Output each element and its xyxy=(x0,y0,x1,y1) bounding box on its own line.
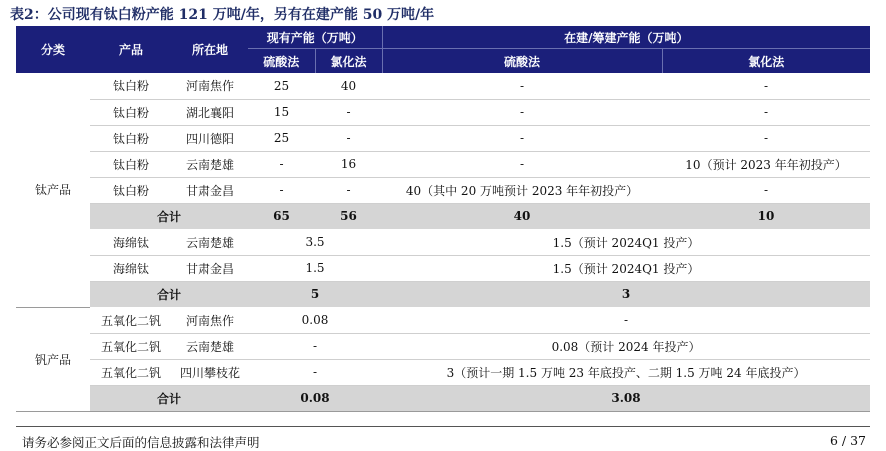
category-titanium: 钛产品 xyxy=(16,73,90,307)
cell-location: 四川德阳 xyxy=(172,125,248,151)
cell-construction-sulfuric: 40（其中 20 万吨预计 2023 年年初投产） xyxy=(382,177,662,203)
subtotal-construction: 3 xyxy=(382,281,870,307)
subtotal-construction-chloride: 10 xyxy=(662,203,870,229)
header-existing-chloride: 氯化法 xyxy=(315,49,382,74)
cell-product: 海绵钛 xyxy=(90,229,172,255)
cell-construction-chloride: - xyxy=(662,99,870,125)
subtotal-existing: 0.08 xyxy=(248,385,382,411)
cell-existing-sulfuric: 15 xyxy=(248,99,315,125)
table-row xyxy=(16,177,870,203)
cell-location: 湖北襄阳 xyxy=(172,99,248,125)
cell-existing-chloride: 40 xyxy=(315,73,382,99)
cell-location: 河南焦作 xyxy=(172,307,248,333)
header-construction-sulfuric: 硫酸法 xyxy=(382,49,662,74)
cell-construction: 1.5（预计 2024Q1 投产） xyxy=(382,255,870,281)
cell-construction: 1.5（预计 2024Q1 投产） xyxy=(382,229,870,255)
header-construction-chloride: 氯化法 xyxy=(662,49,870,74)
cell-location: 云南楚雄 xyxy=(172,229,248,255)
page-footer xyxy=(16,426,870,450)
cell-location: 甘肃金昌 xyxy=(172,177,248,203)
table-row xyxy=(16,151,870,177)
table-row xyxy=(16,99,870,125)
cell-location: 云南楚雄 xyxy=(172,151,248,177)
cell-product: 五氧化二钒 xyxy=(90,307,172,333)
header-location: 所在地 xyxy=(172,26,248,73)
cell-construction-sulfuric: - xyxy=(382,151,662,177)
header-category: 分类 xyxy=(16,26,90,73)
cell-location: 四川攀枝花 xyxy=(172,359,248,385)
cell-location: 河南焦作 xyxy=(172,73,248,99)
cell-existing: - xyxy=(248,359,382,385)
cell-existing-chloride: - xyxy=(315,177,382,203)
header-product: 产品 xyxy=(90,26,172,73)
table-row xyxy=(16,359,870,385)
cell-existing: 1.5 xyxy=(248,255,382,281)
page-number: 6 / 37 xyxy=(829,433,866,448)
cell-product: 钛白粉 xyxy=(90,125,172,151)
cell-product: 五氧化二钒 xyxy=(90,359,172,385)
cell-existing-sulfuric: - xyxy=(248,151,315,177)
header-existing-capacity: 现有产能（万吨） xyxy=(248,26,382,49)
cell-construction-sulfuric: - xyxy=(382,73,662,99)
cell-existing-chloride: - xyxy=(315,99,382,125)
table-row xyxy=(16,307,870,333)
header-construction-capacity: 在建/筹建产能（万吨） xyxy=(382,26,870,49)
disclaimer-text: 请务必参阅正文后面的信息披露和法律声明 xyxy=(22,435,260,450)
cell-existing-sulfuric: - xyxy=(248,177,315,203)
header-existing-sulfuric: 硫酸法 xyxy=(248,49,315,74)
table-row xyxy=(16,333,870,359)
cell-construction-chloride: - xyxy=(662,73,870,99)
cell-construction-chloride: 10（预计 2023 年年初投产） xyxy=(662,151,870,177)
cell-existing: - xyxy=(248,333,382,359)
cell-existing: 0.08 xyxy=(248,307,382,333)
subtotal-existing-chloride: 56 xyxy=(315,203,382,229)
cell-construction: 3（预计一期 1.5 万吨 23 年底投产、二期 1.5 万吨 24 年底投产） xyxy=(382,359,870,385)
subtotal-construction-sulfuric: 40 xyxy=(382,203,662,229)
cell-product: 钛白粉 xyxy=(90,151,172,177)
subtotal-row xyxy=(16,281,870,307)
subtotal-label: 合计 xyxy=(90,281,248,307)
cell-construction-sulfuric: - xyxy=(382,125,662,151)
table-row xyxy=(16,255,870,281)
cell-product: 钛白粉 xyxy=(90,177,172,203)
cell-existing-sulfuric: 25 xyxy=(248,125,315,151)
cell-construction: - xyxy=(382,307,870,333)
cell-construction: 0.08（预计 2024 年投产） xyxy=(382,333,870,359)
cell-existing: 3.5 xyxy=(248,229,382,255)
table-row xyxy=(16,73,870,99)
capacity-table xyxy=(16,26,870,412)
subtotal-label: 合计 xyxy=(90,385,248,411)
cell-product: 五氧化二钒 xyxy=(90,333,172,359)
cell-product: 钛白粉 xyxy=(90,73,172,99)
table-row xyxy=(16,125,870,151)
category-vanadium: 钒产品 xyxy=(16,307,90,411)
subtotal-existing: 5 xyxy=(248,281,382,307)
subtotal-row xyxy=(16,203,870,229)
cell-existing-sulfuric: 25 xyxy=(248,73,315,99)
table-row xyxy=(16,229,870,255)
cell-existing-chloride: 16 xyxy=(315,151,382,177)
cell-product: 海绵钛 xyxy=(90,255,172,281)
subtotal-construction: 3.08 xyxy=(382,385,870,411)
cell-construction-chloride: - xyxy=(662,125,870,151)
subtotal-existing-sulfuric: 65 xyxy=(248,203,315,229)
cell-construction-chloride: - xyxy=(662,177,870,203)
cell-construction-sulfuric: - xyxy=(382,99,662,125)
subtotal-row xyxy=(16,385,870,411)
cell-location: 甘肃金昌 xyxy=(172,255,248,281)
table-title: 表2：公司现有钛白粉产能 121 万吨/年，另有在建产能 50 万吨/年 xyxy=(10,7,435,23)
cell-location: 云南楚雄 xyxy=(172,333,248,359)
subtotal-label: 合计 xyxy=(90,203,248,229)
cell-product: 钛白粉 xyxy=(90,99,172,125)
cell-existing-chloride: - xyxy=(315,125,382,151)
